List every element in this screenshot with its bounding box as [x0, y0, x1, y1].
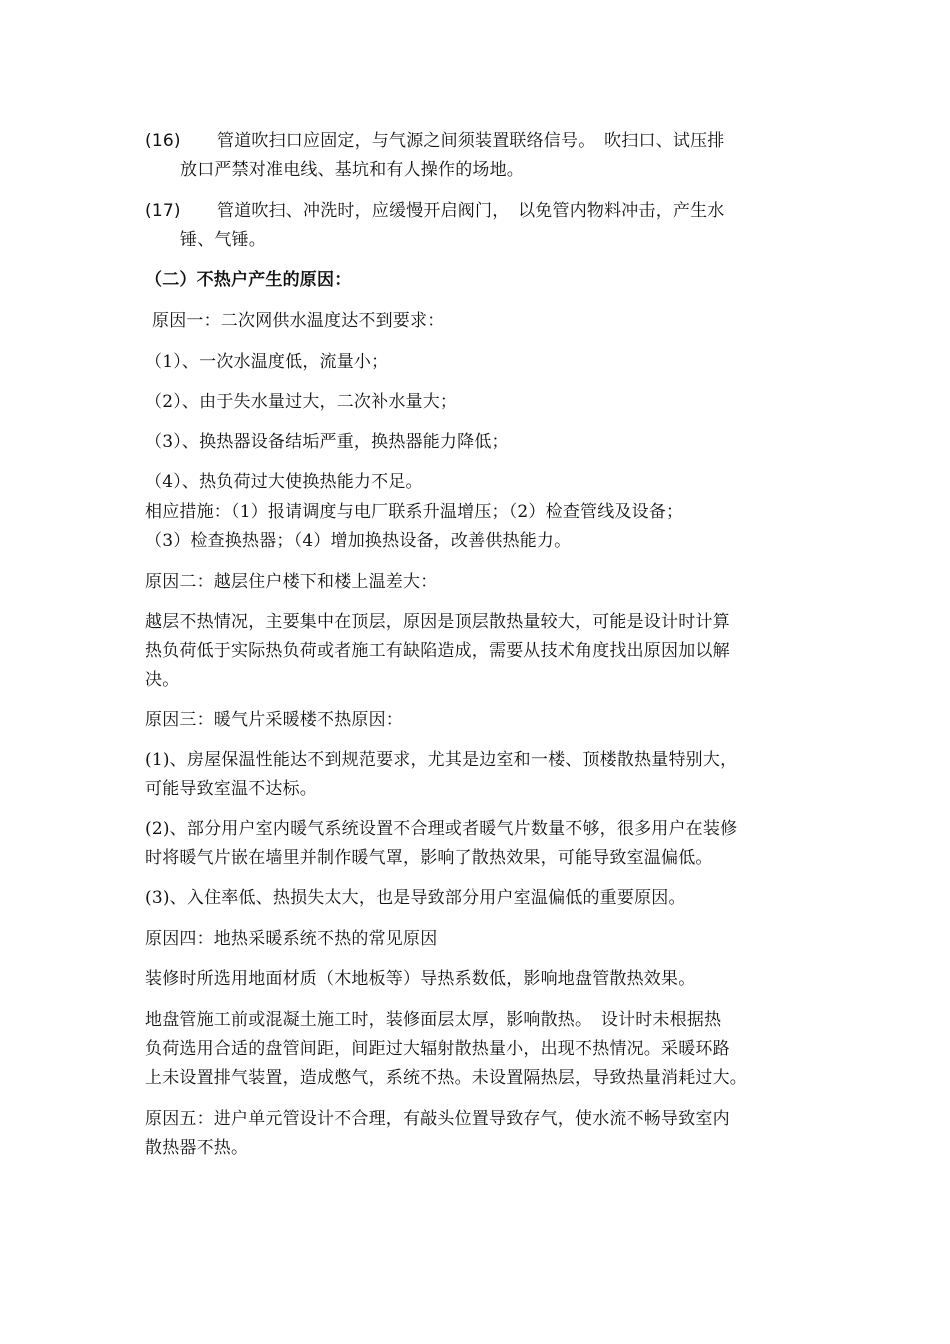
reason-3-p1-line-2: 可能导致室温不达标。: [145, 779, 317, 799]
item-16-line-2: 放口严禁对准电线、基坑和有人操作的场地。: [180, 160, 524, 180]
reason-3-p1-line-1: (1)、房屋保温性能达不到规范要求，尤其是边室和一楼、顶楼散热量特别大，: [145, 750, 738, 770]
item-16-number: (16): [145, 131, 181, 151]
reason-5-line-2: 散热器不热。: [145, 1138, 249, 1158]
reason-1-measures-1: 相应措施：（1）报请调度与电厂联系升温增压；（2）检查管线及设备；: [145, 502, 684, 522]
reason-2-line-3: 决。: [145, 670, 180, 690]
reason-4-p2-line-1: 地盘管施工前或混凝土施工时，装修面层太厚，影响散热。 设计时未根据热: [145, 1010, 722, 1030]
reason-2-line-1: 越层不热情况，主要集中在顶层，原因是顶层散热量较大，可能是设计时计算: [145, 612, 730, 632]
item-17-text: 管道吹扫、冲洗时，应缓慢开启阀门， 以免管内物料冲击，产生水: [217, 201, 725, 221]
item-17-line-1: [145, 201, 725, 221]
reason-3-p2-line-2: 时将暖气片嵌在墙里并制作暖气罩，影响了散热效果，可能导致室温偏低。: [145, 848, 713, 868]
item-16-line-1: [145, 131, 725, 151]
reason-4-p2-line-2: 负荷选用合适的盘管间距，间距过大辐射散热量小，出现不热情况。采暖环路: [145, 1039, 730, 1059]
reason-1-measures-2: （3）检查换热器；（4）增加换热设备，改善供热能力。: [145, 531, 572, 551]
reason-1-point-3: （3）、换热器设备结垢严重，换热器能力降低；: [145, 432, 509, 452]
reason-3-p3: (3)、入住率低、热损失太大，也是导致部分用户室温偏低的重要原因。: [145, 888, 686, 908]
item-16-text: 管道吹扫口应固定，与气源之间须装置联络信号。 吹扫口、试压排: [217, 131, 725, 151]
item-17-number: (17): [145, 201, 181, 221]
section-title: （二）不热户产生的原因：: [145, 270, 352, 290]
reason-1-point-1: （1）、一次水温度低，流量小；: [145, 352, 389, 372]
reason-2-title: 原因二：越层住户楼下和楼上温差大：: [145, 572, 438, 592]
reason-1-point-2: （2）、由于失水量过大，二次补水量大；: [145, 392, 458, 412]
reason-4-p2-line-3: 上未设置排气装置，造成憋气，系统不热。未设置隔热层，导致热量消耗过大。: [145, 1068, 747, 1088]
reason-3-title: 原因三：暖气片采暖楼不热原因：: [145, 710, 403, 730]
reason-5-line-1: 原因五：进户单元管设计不合理，有敲头位置导致存气，使水流不畅导致室内: [145, 1109, 730, 1129]
reason-1-point-4: （4）、热负荷过大使换热能力不足。: [145, 472, 423, 492]
reason-4-title: 原因四：地热采暖系统不热的常见原因: [145, 929, 438, 949]
item-17-line-2: 锤、气锤。: [180, 230, 266, 250]
reason-4-p1: 装修时所选用地面材质（木地板等）导热系数低，影响地盘管散热效果。: [145, 969, 696, 989]
reason-1-title: 原因一：二次网供水温度达不到要求：: [152, 311, 445, 331]
reason-2-line-2: 热负荷低于实际热负荷或者施工有缺陷造成，需要从技术角度找出原因加以解: [145, 641, 730, 661]
reason-3-p2-line-1: (2)、部分用户室内暖气系统设置不合理或者暖气片数量不够，很多用户在装修: [145, 819, 738, 839]
